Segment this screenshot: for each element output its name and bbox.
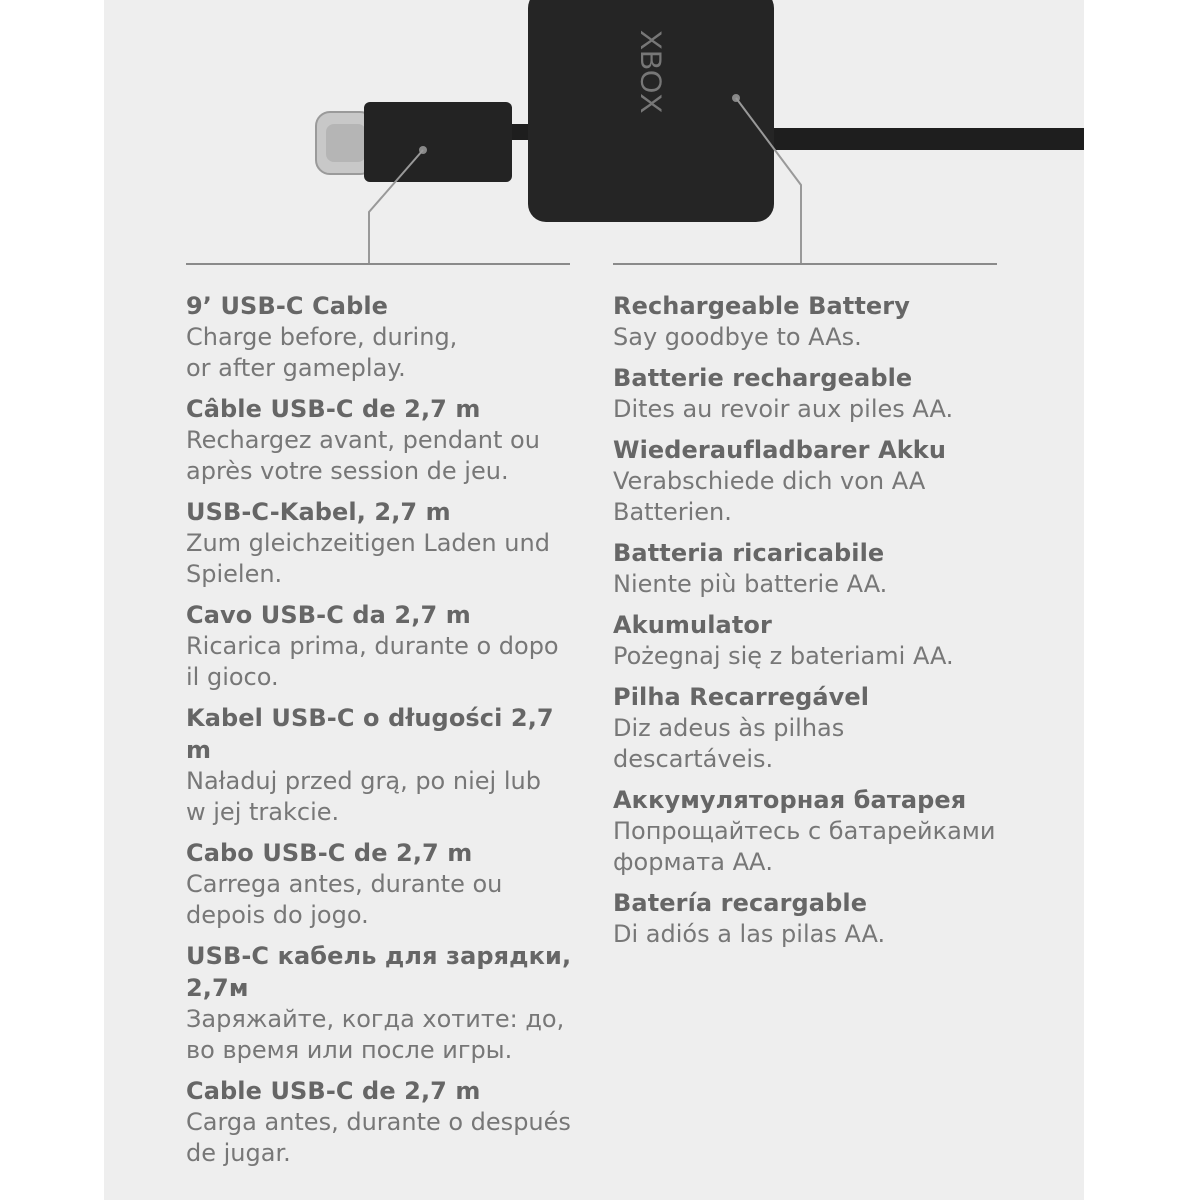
cable-desc-es: Carga antes, durante o después de jugar.	[186, 1108, 571, 1167]
battery-title-pt: Pilha Recarregável	[613, 683, 870, 711]
battery-title-it: Batteria ricaricabile	[613, 539, 885, 567]
cable-desc-pt: Carrega antes, durante ou depois do jogo.	[186, 870, 503, 929]
cable-title-en: 9’ USB-C Cable	[186, 292, 389, 320]
cable-desc-ru: Заряжайте, когда хотите: до, во время или после игры.	[186, 1005, 565, 1064]
cable-title-de: USB-C-Kabel, 2,7 m	[186, 498, 451, 526]
cable-info-column	[186, 290, 586, 1178]
cable-desc-de: Zum gleichzeitigen Laden und Spielen.	[186, 529, 550, 588]
cable-info-ru	[186, 940, 586, 1066]
battery-title-en: Rechargeable Battery	[613, 292, 910, 320]
battery-desc-ru: Попрощайтесь с батарейками формата АА.	[613, 817, 996, 876]
battery-info-pl	[613, 609, 1013, 672]
cable-info-en	[186, 290, 586, 384]
battery-desc-en: Say goodbye to AAs.	[613, 323, 862, 351]
battery-desc-pt: Diz adeus às pilhas descartáveis.	[613, 714, 845, 773]
battery-title-es: Batería recargable	[613, 889, 868, 917]
battery-desc-pl: Pożegnaj się z bateriami AA.	[613, 642, 954, 670]
usb-c-plug	[364, 102, 512, 182]
battery-info-en	[613, 290, 1013, 353]
cable-title-ru: USB-C кабель для зарядки, 2,7м	[186, 942, 572, 1002]
cable-title-fr: Câble USB-C de 2,7 m	[186, 395, 481, 423]
battery-info-pt	[613, 681, 1013, 775]
cable-info-pl	[186, 702, 586, 828]
cable-desc-it: Ricarica prima, durante o dopo il gioco.	[186, 632, 559, 691]
cable-title-es: Cable USB-C de 2,7 m	[186, 1077, 481, 1105]
cable-info-pt	[186, 837, 586, 931]
cable-info-es	[186, 1075, 586, 1169]
battery-info-fr	[613, 362, 1013, 425]
battery-desc-fr: Dites au revoir aux piles AA.	[613, 395, 954, 423]
battery-title-fr: Batterie rechargeable	[613, 364, 913, 392]
cable-title-pl: Kabel USB-C o długości 2,7 m	[186, 704, 554, 764]
battery-info-column	[613, 290, 1013, 959]
charging-cable	[770, 128, 1084, 150]
cable-title-pt: Cabo USB-C de 2,7 m	[186, 839, 473, 867]
battery-desc-es: Di adiós a las pilas AA.	[613, 920, 886, 948]
cable-info-fr	[186, 393, 586, 487]
battery-desc-de: Verabschiede dich von AA Batterien.	[613, 467, 926, 526]
battery-info-it	[613, 537, 1013, 600]
battery-info-es	[613, 887, 1013, 950]
cable-title-it: Cavo USB-C da 2,7 m	[186, 601, 471, 629]
cable-info-de	[186, 496, 586, 590]
battery-title-pl: Akumulator	[613, 611, 772, 639]
battery-title-ru: Аккумуляторная батарея	[613, 786, 967, 814]
xbox-logo-text: XBOX	[634, 30, 667, 114]
battery-info-de	[613, 434, 1013, 528]
cable-desc-en: Charge before, during, or after gameplay.	[186, 323, 458, 382]
cable-info-it	[186, 599, 586, 693]
battery-desc-it: Niente più batterie AA.	[613, 570, 888, 598]
cable-desc-fr: Rechargez avant, pendant ou après votre session de jeu.	[186, 426, 540, 485]
battery-info-ru	[613, 784, 1013, 878]
battery-title-de: Wiederaufladbarer Akku	[613, 436, 947, 464]
cable-desc-pl: Naładuj przed grą, po niej lub w jej trakcie.	[186, 767, 541, 826]
product-illustration	[0, 0, 1200, 270]
